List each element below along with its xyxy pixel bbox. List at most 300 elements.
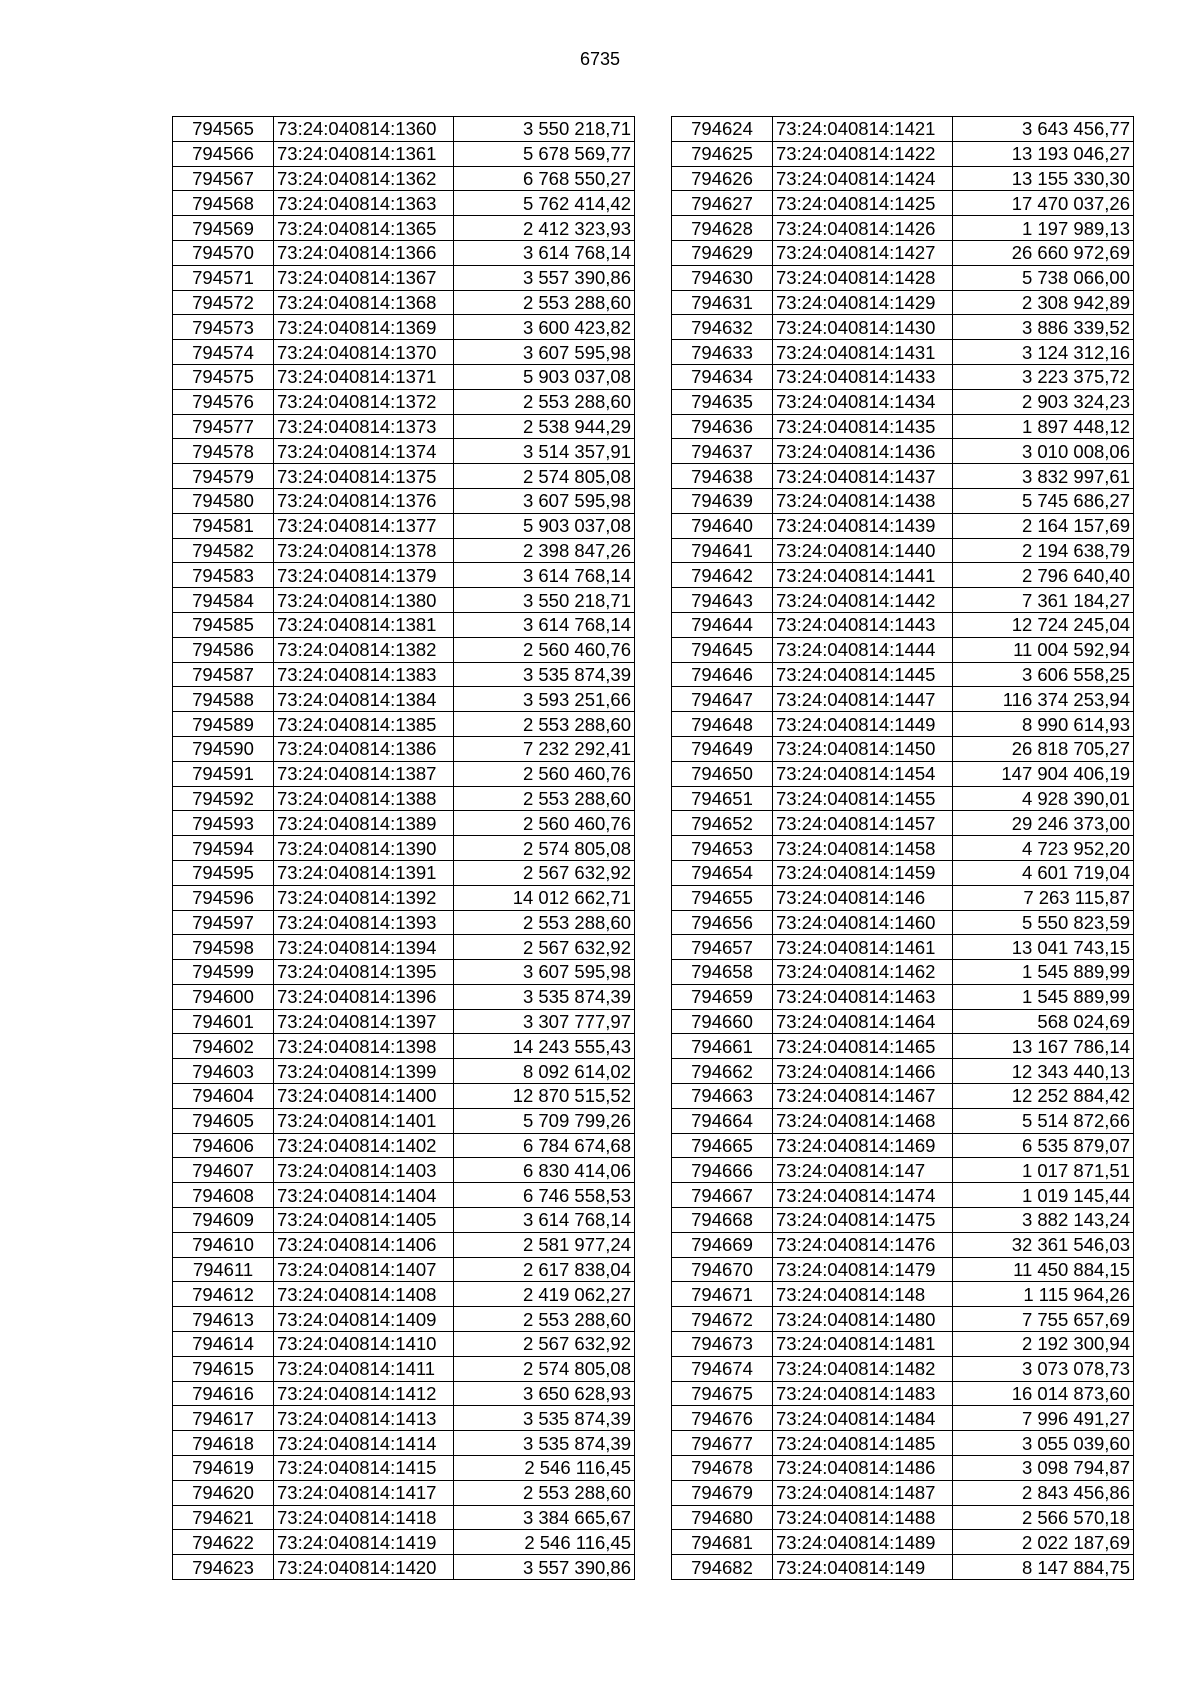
cadastral-value-cell: 3 535 874,39 [454,1431,635,1456]
row-number-cell: 794617 [173,1406,274,1431]
cadastral-number-cell: 73:24:040814:1397 [274,1009,454,1034]
row-number-cell: 794623 [173,1555,274,1580]
row-number-cell: 794592 [173,786,274,811]
cadastral-number-cell: 73:24:040814:1427 [773,240,953,265]
cadastral-number-cell: 73:24:040814:1401 [274,1108,454,1133]
cadastral-value-cell: 3 643 456,77 [953,117,1134,142]
cadastral-number-cell: 73:24:040814:1488 [773,1505,953,1530]
cadastral-number-cell: 73:24:040814:1368 [274,290,454,315]
table-row [173,1307,635,1332]
row-number-cell: 794574 [173,340,274,365]
row-number-cell: 794606 [173,1133,274,1158]
cadastral-number-cell: 73:24:040814:1398 [274,1034,454,1059]
table-row [173,637,635,662]
cadastral-value-cell: 5 903 037,08 [454,364,635,389]
table-row [173,1208,635,1233]
table-row [672,1431,1134,1456]
cadastral-number-cell: 73:24:040814:1445 [773,662,953,687]
cadastral-number-cell: 73:24:040814:1376 [274,488,454,513]
cadastral-number-cell: 73:24:040814:148 [773,1282,953,1307]
table-row [672,1208,1134,1233]
table-row [672,612,1134,637]
cadastral-number-cell: 73:24:040814:1389 [274,811,454,836]
cadastral-number-cell: 73:24:040814:1384 [274,687,454,712]
cadastral-value-cell: 6 768 550,27 [454,166,635,191]
cadastral-number-cell: 73:24:040814:1390 [274,836,454,861]
table-row [173,1555,635,1580]
cadastral-value-cell: 1 197 989,13 [953,216,1134,241]
cadastral-number-cell: 73:24:040814:147 [773,1158,953,1183]
cadastral-number-cell: 73:24:040814:1442 [773,588,953,613]
table-row [173,662,635,687]
table-row [173,141,635,166]
row-number-cell: 794620 [173,1480,274,1505]
cadastral-number-cell: 73:24:040814:1365 [274,216,454,241]
table-row [672,141,1134,166]
row-number-cell: 794622 [173,1530,274,1555]
cadastral-number-cell: 73:24:040814:1476 [773,1232,953,1257]
cadastral-value-cell: 3 607 595,98 [454,488,635,513]
cadastral-value-cell: 2 574 805,08 [454,836,635,861]
row-number-cell: 794615 [173,1356,274,1381]
row-number-cell: 794568 [173,191,274,216]
row-number-cell: 794579 [173,464,274,489]
cadastral-number-cell: 73:24:040814:1428 [773,265,953,290]
cadastral-number-cell: 73:24:040814:1444 [773,637,953,662]
row-number-cell: 794662 [672,1059,773,1084]
cadastral-value-cell: 3 614 768,14 [454,612,635,637]
cadastral-number-cell: 73:24:040814:1414 [274,1431,454,1456]
row-number-cell: 794576 [173,389,274,414]
row-number-cell: 794578 [173,439,274,464]
table-row [672,290,1134,315]
row-number-cell: 794628 [672,216,773,241]
table-row [173,1332,635,1357]
row-number-cell: 794612 [173,1282,274,1307]
cadastral-number-cell: 73:24:040814:149 [773,1555,953,1580]
cadastral-number-cell: 73:24:040814:1363 [274,191,454,216]
row-number-cell: 794654 [672,860,773,885]
row-number-cell: 794600 [173,984,274,1009]
cadastral-value-cell: 26 660 972,69 [953,240,1134,265]
row-number-cell: 794663 [672,1084,773,1109]
table-row [672,1232,1134,1257]
cadastral-value-cell: 1 545 889,99 [953,960,1134,985]
table-row [672,240,1134,265]
cadastral-number-cell: 73:24:040814:1438 [773,488,953,513]
row-number-cell: 794591 [173,761,274,786]
cadastral-value-cell: 13 193 046,27 [953,141,1134,166]
cadastral-value-cell: 3 832 997,61 [953,464,1134,489]
table-row [173,538,635,563]
cadastral-value-cell: 3 550 218,71 [454,117,635,142]
cadastral-value-cell: 2 560 460,76 [454,811,635,836]
row-number-cell: 794604 [173,1084,274,1109]
cadastral-number-cell: 73:24:040814:1479 [773,1257,953,1282]
cadastral-number-cell: 73:24:040814:1469 [773,1133,953,1158]
table-row [672,216,1134,241]
cadastral-number-cell: 73:24:040814:1433 [773,364,953,389]
cadastral-number-cell: 73:24:040814:1370 [274,340,454,365]
cadastral-number-cell: 73:24:040814:1385 [274,712,454,737]
cadastral-number-cell: 73:24:040814:1380 [274,588,454,613]
row-number-cell: 794598 [173,935,274,960]
cadastral-value-cell: 3 550 218,71 [454,588,635,613]
row-number-cell: 794634 [672,364,773,389]
table-row [672,1356,1134,1381]
table-row [672,1282,1134,1307]
cadastral-value-cell: 2 617 838,04 [454,1257,635,1282]
row-number-cell: 794575 [173,364,274,389]
table-row [672,1257,1134,1282]
cadastral-number-cell: 73:24:040814:1457 [773,811,953,836]
row-number-cell: 794670 [672,1257,773,1282]
cadastral-value-cell: 3 886 339,52 [953,315,1134,340]
table-row [672,1158,1134,1183]
table-row [672,1480,1134,1505]
cadastral-value-cell: 5 745 686,27 [953,488,1134,513]
table-row [173,340,635,365]
cadastral-value-cell: 6 830 414,06 [454,1158,635,1183]
cadastral-value-cell: 3 614 768,14 [454,1208,635,1233]
table-row [173,1183,635,1208]
row-number-cell: 794671 [672,1282,773,1307]
cadastral-value-cell: 2 566 570,18 [953,1505,1134,1530]
cadastral-value-cell: 2 412 323,93 [454,216,635,241]
row-number-cell: 794668 [672,1208,773,1233]
cadastral-number-cell: 73:24:040814:1393 [274,910,454,935]
row-number-cell: 794673 [672,1332,773,1357]
cadastral-number-cell: 73:24:040814:1396 [274,984,454,1009]
table-row [672,265,1134,290]
row-number-cell: 794657 [672,935,773,960]
row-number-cell: 794648 [672,712,773,737]
table-row [173,1530,635,1555]
cadastral-value-cell: 1 545 889,99 [953,984,1134,1009]
cadastral-value-cell: 4 601 719,04 [953,860,1134,885]
cadastral-number-cell: 73:24:040814:1461 [773,935,953,960]
cadastral-value-cell: 17 470 037,26 [953,191,1134,216]
table-row [173,389,635,414]
cadastral-number-cell: 73:24:040814:1431 [773,340,953,365]
cadastral-value-table-right [671,116,1134,1580]
cadastral-value-cell: 147 904 406,19 [953,761,1134,786]
cadastral-number-cell: 73:24:040814:1450 [773,736,953,761]
row-number-cell: 794661 [672,1034,773,1059]
cadastral-number-cell: 73:24:040814:1404 [274,1183,454,1208]
cadastral-value-cell: 2 581 977,24 [454,1232,635,1257]
table-row [672,538,1134,563]
row-number-cell: 794607 [173,1158,274,1183]
cadastral-value-cell: 2 553 288,60 [454,389,635,414]
table-row [173,414,635,439]
table-row [672,563,1134,588]
table-row [672,414,1134,439]
cadastral-number-cell: 73:24:040814:1415 [274,1456,454,1481]
row-number-cell: 794633 [672,340,773,365]
table-row [672,1084,1134,1109]
row-number-cell: 794675 [672,1381,773,1406]
cadastral-value-cell: 5 762 414,42 [454,191,635,216]
cadastral-number-cell: 73:24:040814:1486 [773,1456,953,1481]
table-row [173,1034,635,1059]
cadastral-value-cell: 2 398 847,26 [454,538,635,563]
cadastral-value-cell: 2 796 640,40 [953,563,1134,588]
row-number-cell: 794608 [173,1183,274,1208]
row-number-cell: 794565 [173,117,274,142]
row-number-cell: 794674 [672,1356,773,1381]
row-number-cell: 794637 [672,439,773,464]
row-number-cell: 794614 [173,1332,274,1357]
row-number-cell: 794649 [672,736,773,761]
cadastral-value-cell: 12 870 515,52 [454,1084,635,1109]
row-number-cell: 794629 [672,240,773,265]
cadastral-value-cell: 7 996 491,27 [953,1406,1134,1431]
table-row [672,960,1134,985]
table-row [672,1505,1134,1530]
row-number-cell: 794631 [672,290,773,315]
cadastral-value-cell: 5 709 799,26 [454,1108,635,1133]
cadastral-value-cell: 1 115 964,26 [953,1282,1134,1307]
cadastral-value-cell: 11 004 592,94 [953,637,1134,662]
cadastral-value-cell: 3 384 665,67 [454,1505,635,1530]
row-number-cell: 794642 [672,563,773,588]
cadastral-number-cell: 73:24:040814:1467 [773,1084,953,1109]
cadastral-number-cell: 73:24:040814:1485 [773,1431,953,1456]
cadastral-value-cell: 7 232 292,41 [454,736,635,761]
table-row [173,612,635,637]
row-number-cell: 794572 [173,290,274,315]
row-number-cell: 794603 [173,1059,274,1084]
table-row [173,1282,635,1307]
row-number-cell: 794666 [672,1158,773,1183]
cadastral-value-cell: 4 723 952,20 [953,836,1134,861]
table-row [672,464,1134,489]
cadastral-value-cell: 2 553 288,60 [454,1307,635,1332]
cadastral-value-cell: 13 167 786,14 [953,1034,1134,1059]
table-row [173,1431,635,1456]
cadastral-number-cell: 73:24:040814:1394 [274,935,454,960]
row-number-cell: 794677 [672,1431,773,1456]
row-number-cell: 794583 [173,563,274,588]
table-row [173,960,635,985]
cadastral-value-cell: 6 746 558,53 [454,1183,635,1208]
cadastral-number-cell: 73:24:040814:1475 [773,1208,953,1233]
table-row [173,1381,635,1406]
cadastral-value-cell: 3 535 874,39 [454,662,635,687]
cadastral-value-cell: 3 557 390,86 [454,1555,635,1580]
cadastral-number-cell: 73:24:040814:1373 [274,414,454,439]
table-row [672,439,1134,464]
table-row [672,885,1134,910]
table-row [672,736,1134,761]
table-row [672,712,1134,737]
cadastral-number-cell: 73:24:040814:1481 [773,1332,953,1357]
cadastral-value-cell: 3 124 312,16 [953,340,1134,365]
row-number-cell: 794665 [672,1133,773,1158]
cadastral-number-cell: 73:24:040814:1462 [773,960,953,985]
cadastral-value-cell: 3 614 768,14 [454,240,635,265]
table-row [173,885,635,910]
table-body-right [672,117,1134,1580]
row-number-cell: 794639 [672,488,773,513]
table-row [173,265,635,290]
cadastral-number-cell: 73:24:040814:1463 [773,984,953,1009]
table-row [173,588,635,613]
cadastral-value-cell: 5 550 823,59 [953,910,1134,935]
cadastral-number-cell: 73:24:040814:1455 [773,786,953,811]
row-number-cell: 794676 [672,1406,773,1431]
cadastral-number-cell: 73:24:040814:1409 [274,1307,454,1332]
cadastral-value-cell: 13 041 743,15 [953,935,1134,960]
cadastral-value-table-left [172,116,635,1580]
row-number-cell: 794594 [173,836,274,861]
cadastral-number-cell: 73:24:040814:1434 [773,389,953,414]
table-row [672,1307,1134,1332]
cadastral-value-cell: 8 990 614,93 [953,712,1134,737]
row-number-cell: 794659 [672,984,773,1009]
table-row [672,761,1134,786]
table-row [672,1059,1134,1084]
table-row [173,464,635,489]
cadastral-value-cell: 6 535 879,07 [953,1133,1134,1158]
cadastral-number-cell: 73:24:040814:1459 [773,860,953,885]
table-row [173,1133,635,1158]
table-row [672,1034,1134,1059]
cadastral-number-cell: 73:24:040814:1375 [274,464,454,489]
cadastral-value-cell: 3 307 777,97 [454,1009,635,1034]
cadastral-number-cell: 73:24:040814:1362 [274,166,454,191]
table-row [173,984,635,1009]
row-number-cell: 794624 [672,117,773,142]
table-row [173,1084,635,1109]
cadastral-number-cell: 73:24:040814:1484 [773,1406,953,1431]
page-number: 6735 [579,49,621,69]
row-number-cell: 794605 [173,1108,274,1133]
table-row [173,761,635,786]
cadastral-number-cell: 73:24:040814:1361 [274,141,454,166]
table-row [672,117,1134,142]
table-row [173,191,635,216]
cadastral-value-cell: 3 073 078,73 [953,1356,1134,1381]
cadastral-number-cell: 73:24:040814:1487 [773,1480,953,1505]
row-number-cell: 794611 [173,1257,274,1282]
cadastral-value-cell: 3 535 874,39 [454,1406,635,1431]
cadastral-number-cell: 73:24:040814:1382 [274,637,454,662]
cadastral-number-cell: 73:24:040814:1405 [274,1208,454,1233]
cadastral-value-cell: 7 263 115,87 [953,885,1134,910]
cadastral-value-cell: 2 546 116,45 [454,1456,635,1481]
cadastral-number-cell: 73:24:040814:1403 [274,1158,454,1183]
row-number-cell: 794680 [672,1505,773,1530]
row-number-cell: 794658 [672,960,773,985]
table-row [672,166,1134,191]
row-number-cell: 794610 [173,1232,274,1257]
cadastral-number-cell: 73:24:040814:1360 [274,117,454,142]
row-number-cell: 794580 [173,488,274,513]
cadastral-value-cell: 32 361 546,03 [953,1232,1134,1257]
cadastral-value-cell: 26 818 705,27 [953,736,1134,761]
table-row [173,117,635,142]
row-number-cell: 794672 [672,1307,773,1332]
row-number-cell: 794681 [672,1530,773,1555]
table-row [173,439,635,464]
cadastral-number-cell: 73:24:040814:1421 [773,117,953,142]
cadastral-number-cell: 73:24:040814:1372 [274,389,454,414]
cadastral-number-cell: 73:24:040814:1439 [773,513,953,538]
row-number-cell: 794566 [173,141,274,166]
cadastral-number-cell: 73:24:040814:1377 [274,513,454,538]
cadastral-value-cell: 3 607 595,98 [454,960,635,985]
cadastral-value-cell: 3 223 375,72 [953,364,1134,389]
cadastral-number-cell: 73:24:040814:1483 [773,1381,953,1406]
table-row [672,1108,1134,1133]
row-number-cell: 794650 [672,761,773,786]
cadastral-value-cell: 29 246 373,00 [953,811,1134,836]
row-number-cell: 794586 [173,637,274,662]
cadastral-value-cell: 3 055 039,60 [953,1431,1134,1456]
cadastral-value-cell: 2 546 116,45 [454,1530,635,1555]
cadastral-value-cell: 1 897 448,12 [953,414,1134,439]
row-number-cell: 794581 [173,513,274,538]
cadastral-number-cell: 73:24:040814:146 [773,885,953,910]
row-number-cell: 794577 [173,414,274,439]
cadastral-number-cell: 73:24:040814:1413 [274,1406,454,1431]
cadastral-value-cell: 5 903 037,08 [454,513,635,538]
cadastral-value-cell: 11 450 884,15 [953,1257,1134,1282]
cadastral-value-cell: 2 560 460,76 [454,761,635,786]
row-number-cell: 794627 [672,191,773,216]
table-row [173,786,635,811]
table-row [173,1356,635,1381]
table-row [672,1009,1134,1034]
cadastral-number-cell: 73:24:040814:1468 [773,1108,953,1133]
table-row [672,1133,1134,1158]
cadastral-number-cell: 73:24:040814:1386 [274,736,454,761]
table-row [173,1480,635,1505]
table-row [672,340,1134,365]
table-row [672,389,1134,414]
row-number-cell: 794616 [173,1381,274,1406]
cadastral-number-cell: 73:24:040814:1425 [773,191,953,216]
table-row [672,513,1134,538]
row-number-cell: 794582 [173,538,274,563]
row-number-cell: 794632 [672,315,773,340]
cadastral-value-cell: 14 243 555,43 [454,1034,635,1059]
table-row [173,1406,635,1431]
table-row [173,712,635,737]
cadastral-number-cell: 73:24:040814:1367 [274,265,454,290]
table-row [173,910,635,935]
cadastral-number-cell: 73:24:040814:1378 [274,538,454,563]
cadastral-value-cell: 3 882 143,24 [953,1208,1134,1233]
row-number-cell: 794630 [672,265,773,290]
cadastral-value-cell: 3 098 794,87 [953,1456,1134,1481]
cadastral-number-cell: 73:24:040814:1458 [773,836,953,861]
cadastral-number-cell: 73:24:040814:1366 [274,240,454,265]
cadastral-number-cell: 73:24:040814:1454 [773,761,953,786]
cadastral-number-cell: 73:24:040814:1430 [773,315,953,340]
cadastral-number-cell: 73:24:040814:1392 [274,885,454,910]
row-number-cell: 794679 [672,1480,773,1505]
table-row [173,488,635,513]
cadastral-value-cell: 2 553 288,60 [454,910,635,935]
cadastral-value-cell: 5 738 066,00 [953,265,1134,290]
cadastral-number-cell: 73:24:040814:1399 [274,1059,454,1084]
cadastral-value-cell: 3 557 390,86 [454,265,635,290]
cadastral-number-cell: 73:24:040814:1465 [773,1034,953,1059]
row-number-cell: 794590 [173,736,274,761]
